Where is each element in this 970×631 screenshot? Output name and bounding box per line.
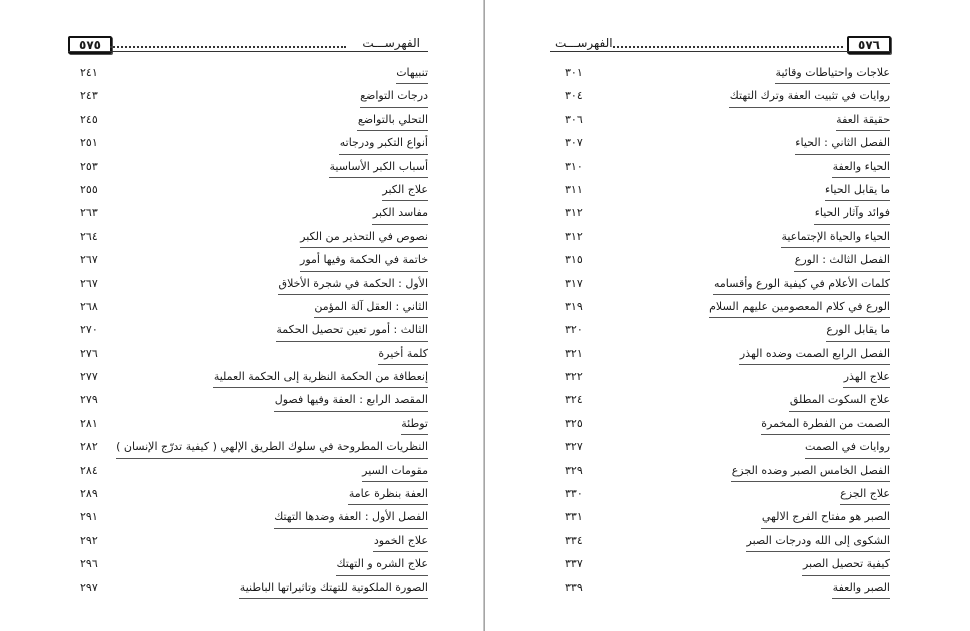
toc-entry-page-number: ٢٦٧ — [80, 276, 98, 290]
toc-entry-underline — [274, 528, 428, 529]
toc-entry-title: كلمات الأعلام في كيفية الورع وأقسامه — [713, 276, 890, 290]
toc-entry-underline — [814, 224, 890, 225]
toc-entry-page-number: ٢٦٤ — [80, 229, 98, 243]
toc-entry-page-number: ٣١٩ — [565, 299, 583, 313]
toc-entry-page-number: ٣١٥ — [565, 253, 583, 267]
toc-entry — [550, 414, 890, 437]
toc-entry-page-number: ٣٠١ — [565, 66, 583, 79]
toc-entry — [550, 180, 890, 203]
toc-entry — [550, 507, 890, 530]
right-page — [485, 0, 970, 631]
toc-entry-title: مفاسد الكبر — [372, 206, 428, 220]
toc-entry-page-number: ٢٨١ — [80, 416, 98, 430]
toc-entry-title: التحلي بالتواضع — [357, 112, 428, 126]
toc-entry-page-number: ٢٦٨ — [80, 299, 98, 313]
toc-entry — [68, 157, 428, 180]
toc-entry-page-number: ٢٩٦ — [80, 557, 98, 571]
toc-entry-underline — [314, 317, 428, 318]
toc-entry-title: الصمت من الفطرة المخمرة — [761, 416, 890, 430]
toc-entry-page-number: ٣١٧ — [565, 276, 583, 290]
toc-entry — [550, 531, 890, 554]
toc-entry-title: فوائد وآثار الحياء — [814, 206, 890, 220]
toc-entry-page-number: ٢٩١ — [80, 510, 98, 524]
toc-entry-page-number: ٣٢٢ — [565, 370, 583, 384]
toc-entry-title: النظريات المطروحة في سلوك الطريق الإلهي ( كيفية تدرّج الإنسان ) — [116, 440, 428, 454]
toc-entry — [550, 390, 890, 413]
toc-entry-page-number: ٣٢٥ — [565, 416, 583, 430]
running-header-title: الفهرســـت — [555, 36, 613, 50]
toc-entry — [68, 274, 428, 297]
toc-entry-title: روايات في تثبيت العفة وترك التهتك — [729, 89, 890, 103]
toc-entry-title: تنبيهات — [396, 66, 428, 79]
toc-entry — [550, 227, 890, 250]
toc-entry — [68, 63, 428, 86]
toc-entry-title: ما يقابل الورع — [826, 323, 890, 337]
toc-entry-underline — [795, 154, 890, 155]
toc-entry-title: كلمة أخيرة — [378, 346, 428, 360]
toc-entry-title: علاج الهذر — [843, 370, 890, 384]
toc-entry-underline — [300, 271, 428, 272]
toc-entry — [550, 461, 890, 484]
toc-entry-page-number: ٣٣٠ — [565, 487, 583, 501]
toc-entry-underline — [357, 130, 428, 131]
toc-entry-title: أنواع التكبر ودرجاته — [339, 136, 428, 150]
toc-entry-title: الحياء والحياة الإجتماعية — [781, 229, 890, 243]
toc-entry-title: خاتمة في الحكمة وفيها أمور — [300, 253, 428, 267]
toc-entry-page-number: ٢٦٧ — [80, 253, 98, 267]
toc-entry — [550, 320, 890, 343]
page-number-box: ٥٧٦ — [847, 36, 891, 54]
toc-list — [550, 63, 890, 601]
toc-entry-underline — [789, 411, 890, 412]
toc-entry-title: الفصل الثالث : الورع — [794, 253, 890, 267]
toc-entry — [68, 320, 428, 343]
toc-entry-page-number: ٣٢١ — [565, 346, 583, 360]
toc-entry — [68, 227, 428, 250]
toc-entry-page-number: ٣٣٧ — [565, 557, 583, 571]
toc-entry-title: الورع في كلام المعصومين عليهم السلام — [709, 299, 890, 313]
toc-entry-title: إنعطافة من الحكمة النظرية إلى الحكمة العملية — [213, 370, 428, 384]
toc-entry — [550, 110, 890, 133]
toc-entry-underline — [739, 364, 890, 365]
toc-entry-page-number: ٢٧٠ — [80, 323, 98, 337]
toc-entry-underline — [348, 504, 428, 505]
toc-entry-page-number: ٢٩٧ — [80, 580, 98, 594]
toc-entry-page-number: ٣١٢ — [565, 206, 583, 220]
toc-entry — [68, 110, 428, 133]
toc-entry-page-number: ٢٧٦ — [80, 346, 98, 360]
toc-entry-page-number: ٣١٢ — [565, 229, 583, 243]
toc-entry-page-number: ٢٨٩ — [80, 487, 98, 501]
toc-entry-underline — [805, 458, 890, 459]
toc-entry-underline — [832, 598, 890, 599]
toc-entry-page-number: ٢٥٥ — [80, 182, 98, 196]
toc-entry-underline — [731, 481, 890, 482]
toc-entry — [550, 437, 890, 460]
toc-entry-underline — [709, 317, 890, 318]
toc-entry-title: المقصد الرابع : العفة وفيها فصول — [274, 393, 428, 407]
toc-entry-title: الفصل الأول : العفة وضدها التهتك — [274, 510, 428, 524]
toc-entry-underline — [746, 551, 890, 552]
toc-entry — [68, 437, 428, 460]
toc-entry-page-number: ٢٥١ — [80, 136, 98, 150]
toc-entry-page-number: ٣٢٧ — [565, 440, 583, 454]
toc-entry-page-number: ٢٤٣ — [80, 89, 98, 103]
toc-entry-page-number: ٢٨٤ — [80, 463, 98, 477]
toc-entry-title: العفة بنظرة عامة — [348, 487, 428, 501]
toc-entry — [550, 297, 890, 320]
toc-entry-title: نصوص في التحذير من الكبر — [300, 229, 428, 243]
toc-entry — [68, 554, 428, 577]
toc-entry-underline — [826, 341, 890, 342]
toc-entry-title: علاج السكوت المطلق — [789, 393, 890, 407]
toc-entry-underline — [116, 458, 428, 459]
toc-entry-title: الفصل الخامس الصبر وضده الجزع — [731, 463, 890, 477]
toc-entry — [68, 297, 428, 320]
toc-entry-title: الفصل الثاني : الحياء — [795, 136, 890, 150]
toc-entry — [68, 390, 428, 413]
toc-entry-page-number: ٣٠٤ — [565, 89, 583, 103]
toc-entry-underline — [802, 575, 890, 576]
toc-entry-page-number: ٣٢٩ — [565, 463, 583, 477]
toc-entry-title: الثالث : أمور تعين تحصيل الحكمة — [276, 323, 428, 337]
toc-entry-page-number: ٣٢٤ — [565, 393, 583, 407]
toc-entry — [68, 531, 428, 554]
toc-entry-title: علاجات واحتياطات وقائية — [775, 66, 890, 79]
page-number-box: ٥٧٥ — [68, 36, 112, 54]
toc-entry-page-number: ٢٧٩ — [80, 393, 98, 407]
toc-entry-underline — [372, 224, 428, 225]
toc-entry-title: علاج الشره و التهتك — [336, 557, 428, 571]
toc-entry-underline — [360, 107, 428, 108]
toc-entry-underline — [840, 504, 890, 505]
toc-entry-underline — [274, 411, 428, 412]
toc-entry-underline — [775, 83, 890, 84]
toc-entry — [68, 461, 428, 484]
toc-entry-underline — [729, 107, 890, 108]
toc-entry-underline — [713, 294, 890, 295]
toc-entry-underline — [213, 387, 428, 388]
header-rule — [550, 51, 890, 52]
toc-entry-underline — [794, 271, 890, 272]
toc-entry-underline — [843, 387, 890, 388]
header-rule — [68, 51, 428, 52]
toc-entry-title: حقيقة العفة — [836, 112, 890, 126]
toc-entry-underline — [373, 551, 428, 552]
toc-entry-underline — [329, 177, 428, 178]
toc-entry-underline — [761, 434, 890, 435]
toc-entry-page-number: ٢٦٣ — [80, 206, 98, 220]
toc-entry-title: كيفية تحصيل الصبر — [802, 557, 890, 571]
toc-entry — [550, 554, 890, 577]
toc-entry-underline — [336, 575, 428, 576]
toc-entry — [68, 180, 428, 203]
toc-entry — [550, 250, 890, 273]
toc-entry-title: علاج الكبر — [382, 182, 428, 196]
toc-entry-title: روايات في الصمت — [805, 440, 890, 454]
toc-entry-page-number: ٣٣٤ — [565, 533, 583, 547]
toc-entry — [550, 578, 890, 601]
toc-entry-page-number: ٢٧٧ — [80, 370, 98, 384]
toc-entry — [68, 250, 428, 273]
toc-entry — [550, 274, 890, 297]
header-dotted-leader — [613, 40, 843, 48]
toc-entry-underline — [761, 528, 890, 529]
toc-entry-title: أسباب الكبر الأساسية — [329, 159, 428, 173]
toc-entry — [550, 344, 890, 367]
running-header-title: الفهرســـت — [362, 36, 420, 50]
toc-entry-page-number: ٣١١ — [565, 182, 583, 196]
toc-entry-title: الصبر والعفة — [832, 580, 890, 594]
toc-entry — [550, 86, 890, 109]
toc-list — [68, 63, 428, 601]
toc-entry-page-number: ٢٨٢ — [80, 440, 98, 454]
toc-entry-page-number: ٣٣١ — [565, 510, 583, 524]
toc-entry-title: علاج الجزع — [840, 487, 890, 501]
toc-entry-page-number: ٣٠٦ — [565, 112, 583, 126]
toc-entry-title: ما يقابل الحياء — [825, 182, 890, 196]
toc-entry — [550, 133, 890, 156]
toc-entry — [68, 578, 428, 601]
toc-entry-title: الأول : الحكمة في شجرة الأخلاق — [278, 276, 428, 290]
toc-entry-page-number: ٢٩٢ — [80, 533, 98, 547]
toc-entry-underline — [362, 481, 428, 482]
toc-entry-underline — [278, 294, 428, 295]
toc-entry-title: مقومات السير — [362, 463, 428, 477]
toc-entry-page-number: ٢٤١ — [80, 66, 98, 79]
toc-entry — [550, 484, 890, 507]
toc-entry — [68, 367, 428, 390]
toc-entry — [68, 133, 428, 156]
toc-entry-title: الصورة الملكوتية للتهتك وتاثيراتها الباطنية — [239, 580, 428, 594]
toc-entry-underline — [825, 200, 890, 201]
header-dotted-leader — [110, 40, 346, 48]
toc-entry-underline — [781, 247, 890, 248]
toc-entry-page-number: ٢٥٣ — [80, 159, 98, 173]
toc-entry — [550, 367, 890, 390]
toc-entry-page-number: ٢٤٥ — [80, 112, 98, 126]
toc-entry-underline — [239, 598, 428, 599]
toc-entry — [68, 414, 428, 437]
toc-entry-underline — [276, 341, 428, 342]
toc-entry-underline — [836, 130, 890, 131]
toc-entry — [68, 344, 428, 367]
toc-entry-title: درجات التواضع — [360, 89, 428, 103]
toc-entry-title: الفصل الرابع الصمت وضده الهذر — [739, 346, 890, 360]
toc-entry-page-number: ٣٢٠ — [565, 323, 583, 337]
toc-entry-title: توطئة — [401, 416, 428, 430]
toc-entry-underline — [339, 154, 428, 155]
toc-entry-title: علاج الخمود — [373, 533, 428, 547]
toc-entry — [68, 484, 428, 507]
toc-entry-page-number: ٣٠٧ — [565, 136, 583, 150]
toc-entry — [550, 203, 890, 226]
toc-entry — [550, 157, 890, 180]
toc-entry-underline — [382, 200, 428, 201]
toc-entry-underline — [300, 247, 428, 248]
toc-entry-underline — [832, 177, 890, 178]
toc-entry — [550, 63, 890, 86]
toc-entry — [68, 86, 428, 109]
toc-entry — [68, 203, 428, 226]
toc-entry-page-number: ٣٣٩ — [565, 580, 583, 594]
toc-entry-title: الصبر هو مفتاح الفرج الالهي — [761, 510, 890, 524]
toc-entry-page-number: ٣١٠ — [565, 159, 583, 173]
toc-entry-underline — [378, 364, 428, 365]
toc-entry — [68, 507, 428, 530]
toc-entry-title: الشكوى إلى الله ودرجات الصبر — [746, 533, 890, 547]
toc-entry-title: الحياء والعفة — [832, 159, 890, 173]
toc-entry-title: الثاني : العقل آلة المؤمن — [314, 299, 428, 313]
toc-entry-underline — [401, 434, 428, 435]
toc-entry-underline — [396, 83, 428, 84]
